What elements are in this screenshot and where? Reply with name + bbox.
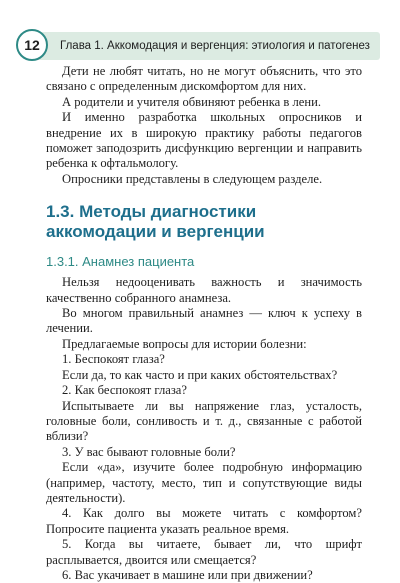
page-number: 12 [24, 37, 40, 53]
page-number-badge [16, 29, 48, 61]
body-paragraph: Нельзя недооценивать важность и значимость качественно собранного анамнеза. [46, 275, 362, 305]
subsection-title: 1.3.1. Анамнез пациента [46, 254, 195, 270]
body-paragraph: Предлагаемые вопросы для истории болезни: [62, 336, 307, 351]
question-item: 5. Когда вы читаете, бывает ли, что шрифт расплывается, двоится или смещается? [46, 537, 362, 567]
question-detail: Если да, то как часто и при каких обстоятельствах? [62, 367, 338, 382]
question-detail: Испытываете ли вы напряжение глаз, усталость, головные боли, сонливость и т. д., связанные с работой вблизи? [46, 398, 362, 444]
page-content [46, 64, 362, 583]
question-item: 6. Вас укачивает в машине или при движении? [62, 567, 313, 582]
intro-paragraph: И именно разработка школьных опросников и внедрение их в широкую практику работы педагогов поможет заподозрить дисфункцию вергенции и направить ребенка к офтальмологу. [46, 110, 362, 171]
question-item: 3. У вас бывают головные боли? [62, 444, 236, 459]
running-header [20, 32, 380, 60]
question-item: 4. Как долго вы можете читать с комфортом? Попросите пациента указать реальное время. [46, 506, 362, 536]
body-paragraph: Во многом правильный анамнез — ключ к успеху в лечении. [46, 306, 362, 336]
intro-paragraph: Опросники представлены в следующем разделе. [62, 171, 323, 186]
question-item: 1. Беспокоят глаза? [62, 352, 165, 367]
intro-paragraph: А родители и учителя обвиняют ребенка в лени. [62, 94, 322, 109]
intro-paragraph: Дети не любят читать, но не могут объяснить, что это связано с определенным дискомфортом для них. [46, 64, 362, 94]
section-title: 1.3. Методы диагностики аккомодации и вергенции [46, 202, 265, 242]
chapter-title: Глава 1. Аккомодация и вергенция: этиология и патогенез [60, 40, 370, 52]
question-item: 2. Как беспокоят глаза? [62, 383, 187, 398]
question-detail: Если «да», изучите более подробную информацию (например, частоту, место, тип и сопутствующие виды деятельности). [46, 460, 362, 505]
